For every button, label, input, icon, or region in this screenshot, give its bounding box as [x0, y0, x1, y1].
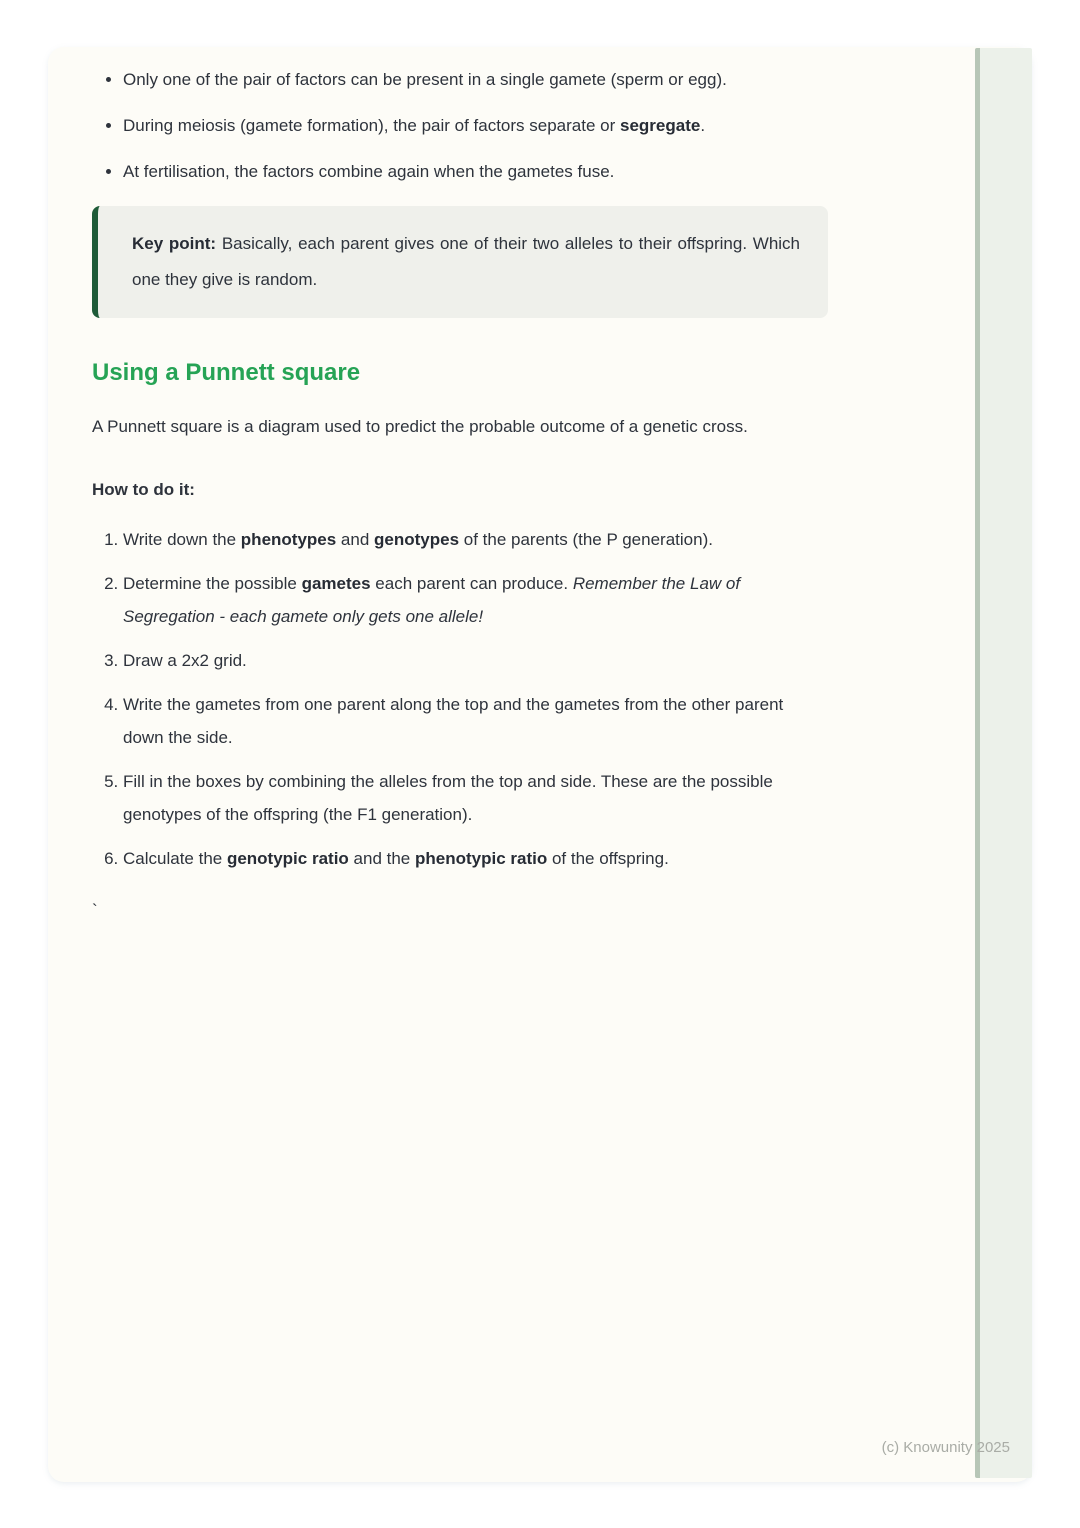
page-edge-strip: [975, 48, 1032, 1478]
document-content: [48, 47, 1032, 1482]
bullet-item: • During meiosis (gamete formation), the pair of factors separate or segregate.: [123, 109, 828, 142]
key-point-callout: [92, 206, 828, 318]
copyright-text: (c) Knowunity 2025: [881, 1439, 1010, 1456]
step-item: 2. Determine the possible gametes each parent can produce. Remember the Law of Segregation - each gamete only gets one allele!: [123, 567, 828, 633]
section-heading: Using a Punnett square: [92, 359, 361, 386]
step-item: 3. Draw a 2x2 grid.: [123, 644, 828, 677]
punnett-steps-list: [92, 523, 828, 875]
step-item: 4. Write the gametes from one parent along the top and the gametes from the other parent down the side.: [123, 688, 828, 754]
intro-paragraph: A Punnett square is a diagram used to predict the probable outcome of a genetic cross.: [92, 417, 748, 436]
bullet-item: • Only one of the pair of factors can be present in a single gamete (sperm or egg).: [123, 63, 828, 96]
stray-backtick-character: `: [92, 901, 98, 920]
step-item: 5. Fill in the boxes by combining the alleles from the top and side. These are the possible genotypes of the offspring (the F1 generation).: [123, 765, 828, 831]
document-page: [48, 47, 1032, 1482]
step-item: 1. Write down the phenotypes and genotypes of the parents (the P generation).: [123, 523, 828, 556]
step-item: 6. Calculate the genotypic ratio and the phenotypic ratio of the offspring.: [123, 842, 828, 875]
bullet-item: • At fertilisation, the factors combine again when the gametes fuse.: [123, 155, 828, 188]
mendel-factors-bullet-list: [92, 63, 828, 188]
how-to-label: How to do it:: [92, 480, 195, 499]
key-point-text: Key point: Basically, each parent gives one of their two alleles to their offspring. Which one they give is random.: [132, 234, 801, 289]
